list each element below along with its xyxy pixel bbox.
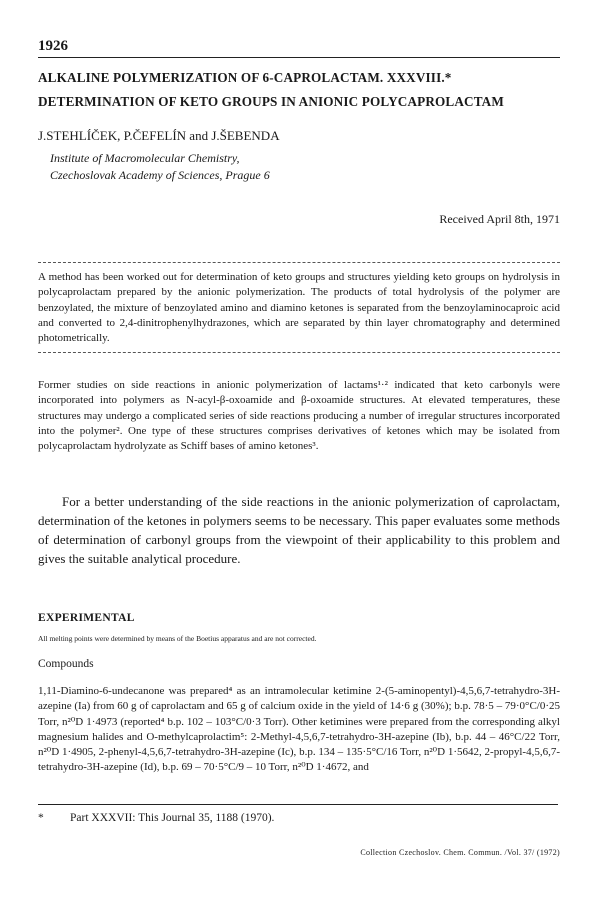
institution-line-2: Czechoslovak Academy of Sciences, Prague 6	[50, 168, 270, 182]
header-rule	[38, 57, 560, 58]
title-line-1: ALKALINE POLYMERIZATION OF 6-CAPROLACTAM. XXXVIII.*	[38, 70, 452, 85]
page	[38, 0, 560, 912]
title-line-2: DETERMINATION OF KETO GROUPS IN ANIONIC POLYCAPROLACTAM	[38, 94, 504, 109]
journal-footer: Collection Czechoslov. Chem. Commun. /Vol. 37/ (1972)	[360, 848, 560, 857]
experimental-heading: EXPERIMENTAL	[38, 612, 135, 624]
page-number: 1926	[38, 38, 68, 54]
experimental-note: All melting points were determined by means of the Boetius apparatus and are not corrected.	[38, 634, 317, 643]
authors: J.STEHLÍČEK, P.ČEFELÍN and J.ŠEBENDA	[38, 128, 280, 143]
abstract: A method has been worked out for determination of keto groups and structures yielding keto groups on hydrolysis in polycaprolactam prepared by the anionic polymerization. The products of total hydrolysis of the polymer are benzoylated, the mixture of benzoylated amino and diamino ketones is separated from the benzoylaminocaproic acid and converted to 2,4-dinitrophenylhydrazones, which are separated by thin layer chromatography and determined photometrically.	[38, 271, 560, 345]
intro-paragraph-small: Former studies on side reactions in anionic polymerization of lactams¹·² indicated that keto carbonyls were incorporated into polymers as N-acyl-β-oxoamide and β-oxoamide structures. At elevated temperatures, these structures may undergo a complicated series of side reactions producing a number of irregular structures incorporated into the polymer². One type of these structures comprises derivatives of ketones which may be isolated from polycaprolactam hydrolyzate as Schiff bases of amino ketones³.	[38, 379, 560, 453]
institution	[50, 150, 270, 184]
abstract-top-rule	[38, 262, 560, 263]
footnote-rule	[38, 804, 558, 805]
footnote	[38, 812, 274, 824]
footnote-text: Part XXXVII: This Journal 35, 1188 (1970).	[70, 812, 275, 824]
compounds-heading: Compounds	[38, 658, 94, 670]
institution-line-1: Institute of Macromolecular Chemistry,	[50, 151, 240, 165]
article-title	[38, 66, 560, 114]
received-date: Received April 8th, 1971	[439, 212, 560, 226]
compounds-paragraph: 1,11-Diamino-6-undecanone was prepared⁴ as an intramolecular ketimine 2-(5-aminopentyl)-4,5,6,7-tetrahydro-3H-azepine (Ia) from 60 g of caprolactam and 65 g of calcium oxide in the yield of 14·6 g (30%); b.p. 78·5 – 79·0°C/0·25 Torr, n²⁰D 1·4973 (reported⁴ b.p. 102 – 103°C/0·3 Torr). Other ketimines were prepared from the corresponding alkyl magnesium halides and O-methylcaprolactim⁵: 2-Methyl-4,5,6,7-tetrahydro-3H-azepine (Ib), b.p. 44 – 46°C/22 Torr, n²⁰D 1·4905, 2-phenyl-4,5,6,7-tetrahydro-3H-azepine (Ic), b.p. 134 – 135·5°C/16 Torr, n²⁰D 1·5642, 2-propyl-4,5,6,7-tetrahydro-3H-azepine (Id), b.p. 69 – 70·5°C/9 – 10 Torr, n²⁰D 1·4672, and	[38, 685, 560, 774]
footnote-mark: *	[38, 812, 44, 824]
abstract-bottom-rule	[38, 352, 560, 353]
intro-paragraph-large: For a better understanding of the side reactions in the anionic polymerization of caprolactam, determination of the ketones in polymers seems to be necessary. This paper evaluates some methods of determination of carbonyl groups from the viewpoint of their applicability to this problem and gives the suitable analytical procedure.	[38, 494, 560, 566]
